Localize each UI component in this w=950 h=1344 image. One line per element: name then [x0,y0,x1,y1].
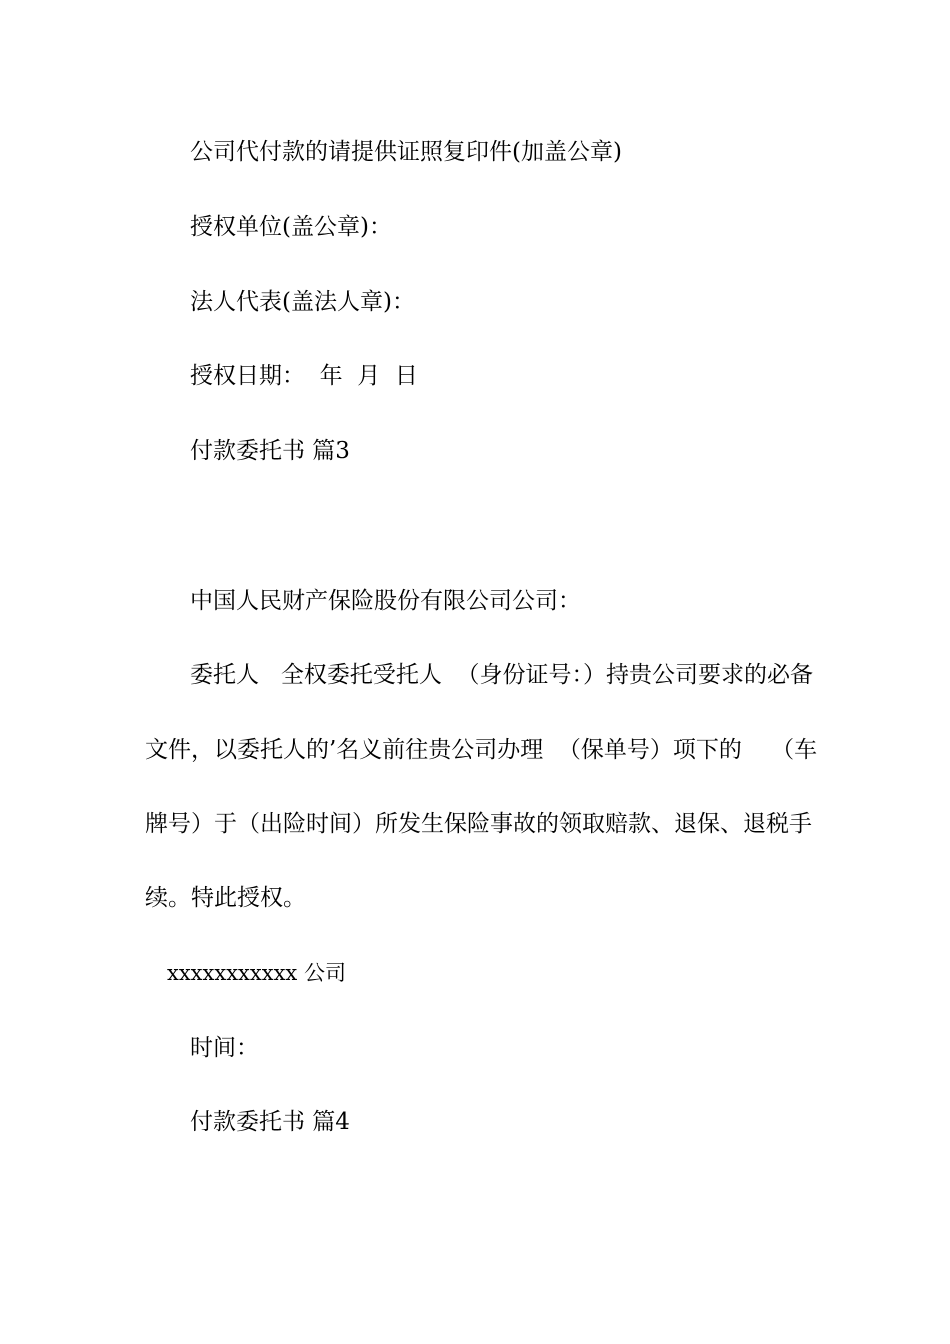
text-line-time: 时间： [190,1035,259,1061]
paragraph-line-2: 文件，以委托人的’名义前往贵公司办理 （保单号）项下的 （车 [145,737,818,763]
text-line-company-signature: xxxxxxxxxxx 公司 [167,961,346,985]
paragraph-line-3: 牌号）于（出险时间）所发生保险事故的领取赔款、退保、退税手 [145,811,812,837]
text-line-legal-representative: 法人代表(盖法人章)： [190,289,415,315]
section-heading-part-4: 付款委托书 篇4 [190,1109,350,1135]
paragraph-line-1: 委托人 全权委托受托人 （身份证号：）持贵公司要求的必备 [190,662,814,688]
paragraph-line-4: 续。特此授权。 [145,885,306,911]
section-heading-part-3: 付款委托书 篇3 [190,438,350,464]
text-line-copy-requirement: 公司代付款的请提供证照复印件(加盖公章) [190,139,622,165]
text-line-authorization-date: 授权日期： 年 月 日 [190,363,418,389]
text-line-addressee: 中国人民财产保险股份有限公司公司： [190,588,581,614]
text-line-authorizing-unit: 授权单位(盖公章)： [190,214,392,240]
